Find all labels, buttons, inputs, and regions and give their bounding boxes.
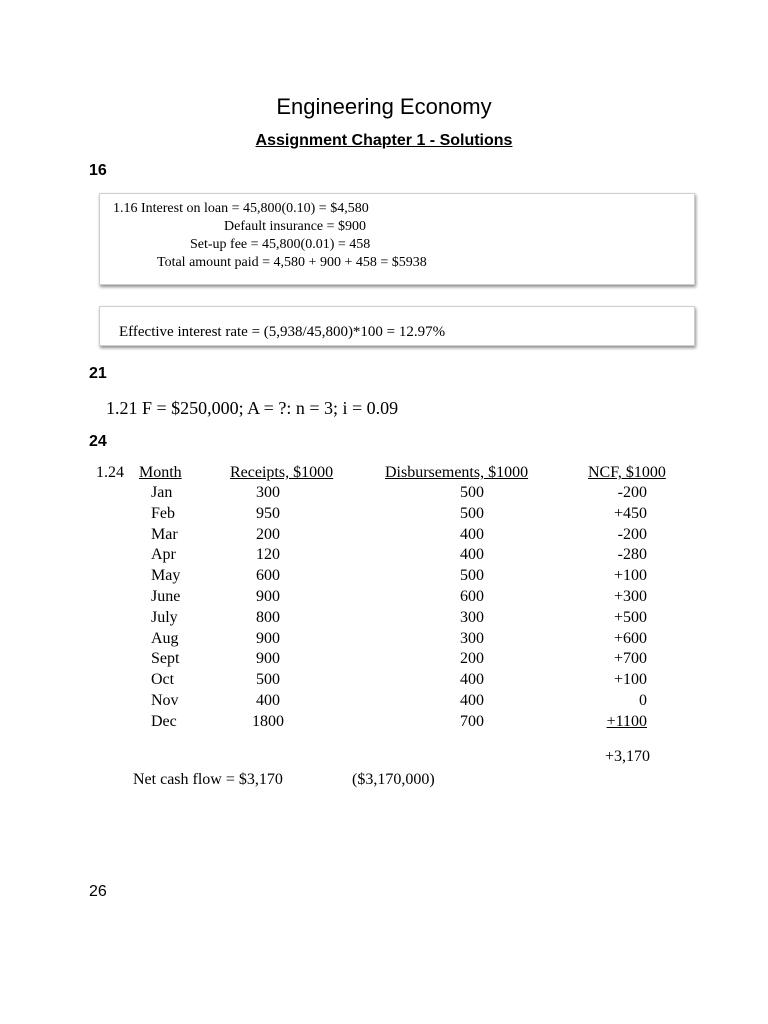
table-cell-month: Jan	[151, 484, 173, 501]
table-header-month: Month	[139, 464, 182, 481]
question-24-number: 24	[89, 433, 107, 450]
table-cell-month: Dec	[151, 712, 177, 730]
table-header-receipts: Receipts, $1000	[230, 464, 334, 481]
table-cell-ncf: +600	[613, 629, 647, 647]
table-cell-disbursements: 500	[460, 567, 484, 585]
q16-solution-box	[99, 193, 695, 285]
table-cell-month: June	[151, 588, 181, 605]
q16-interest-line: 1.16 Interest on loan = 45,800(0.10) = $4,580	[113, 201, 369, 216]
table-cell-receipts: 300	[256, 484, 280, 501]
table-cell-ncf: -200	[617, 525, 647, 543]
q24-net-cash-flow-label: Net cash flow = $3,170	[133, 771, 283, 788]
table-cell-month: Apr	[151, 546, 176, 564]
table-cell-disbursements: 700	[460, 712, 484, 730]
q24-ncf-total: +3,170	[605, 748, 651, 765]
table-cell-ncf: +1100	[606, 712, 647, 730]
table-cell-disbursements: 500	[460, 484, 484, 501]
q16-setup-fee-line: Set-up fee = 45,800(0.01) = 458	[190, 237, 371, 252]
table-cell-month: May	[151, 567, 181, 585]
question-26-number: 26	[89, 883, 107, 900]
q24-problem-prefix: 1.24	[96, 464, 124, 481]
table-cell-disbursements: 300	[460, 608, 484, 626]
table-cell-month: Sept	[151, 650, 180, 668]
q16-effective-rate-box	[99, 306, 695, 346]
table-cell-receipts: 200	[256, 525, 280, 543]
table-cell-disbursements: 400	[460, 692, 484, 709]
table-cell-month: Oct	[151, 671, 175, 689]
q16-effective-rate-line: Effective interest rate = (5,938/45,800)*100 = 12.97%	[119, 324, 446, 340]
table-cell-month: Aug	[151, 629, 179, 647]
table-cell-receipts: 900	[256, 629, 280, 647]
table-cell-ncf: +450	[613, 504, 647, 522]
table-cell-receipts: 600	[256, 567, 280, 585]
table-cell-receipts: 900	[256, 650, 280, 668]
table-cell-ncf: +700	[613, 650, 647, 668]
table-cell-ncf: +100	[613, 671, 647, 689]
document-subtitle: Assignment Chapter 1 - Solutions	[255, 132, 513, 149]
q24-net-cash-flow-value: ($3,170,000)	[352, 771, 435, 788]
table-cell-ncf: -200	[617, 484, 647, 501]
question-21-number: 21	[89, 365, 107, 382]
question-16-number: 16	[89, 162, 107, 179]
table-cell-disbursements: 400	[460, 525, 484, 543]
table-cell-disbursements: 400	[460, 671, 484, 689]
table-cell-receipts: 800	[256, 608, 280, 626]
table-header-ncf: NCF, $1000	[588, 464, 666, 481]
q21-solution-line: 1.21 F = $250,000; A = ?: n = 3; i = 0.09	[106, 398, 399, 418]
table-cell-disbursements: 500	[460, 504, 484, 522]
table-cell-ncf: +300	[613, 588, 647, 605]
table-cell-receipts: 900	[256, 588, 280, 605]
table-cell-disbursements: 200	[460, 650, 484, 668]
table-cell-disbursements: 300	[460, 629, 484, 647]
table-cell-receipts: 400	[256, 692, 280, 709]
q16-total-line: Total amount paid = 4,580 + 900 + 458 = $5938	[157, 255, 427, 270]
table-cell-disbursements: 400	[460, 546, 484, 564]
table-cell-month: July	[151, 608, 178, 626]
table-cell-receipts: 950	[256, 504, 280, 522]
table-cell-ncf: -280	[617, 546, 647, 564]
table-cell-receipts: 120	[256, 546, 280, 564]
table-cell-ncf: +100	[613, 567, 647, 585]
table-cell-month: Mar	[151, 525, 178, 543]
q16-insurance-line: Default insurance = $900	[224, 219, 367, 234]
table-cell-ncf: 0	[639, 692, 647, 709]
document-title: Engineering Economy	[276, 94, 492, 119]
table-cell-month: Feb	[151, 504, 175, 522]
table-cell-ncf: +500	[613, 608, 647, 626]
table-cell-receipts: 1800	[252, 712, 284, 730]
table-cell-month: Nov	[151, 692, 179, 709]
table-cell-receipts: 500	[256, 671, 280, 689]
table-header-disbursements: Disbursements, $1000	[385, 464, 529, 481]
table-cell-disbursements: 600	[460, 588, 484, 605]
